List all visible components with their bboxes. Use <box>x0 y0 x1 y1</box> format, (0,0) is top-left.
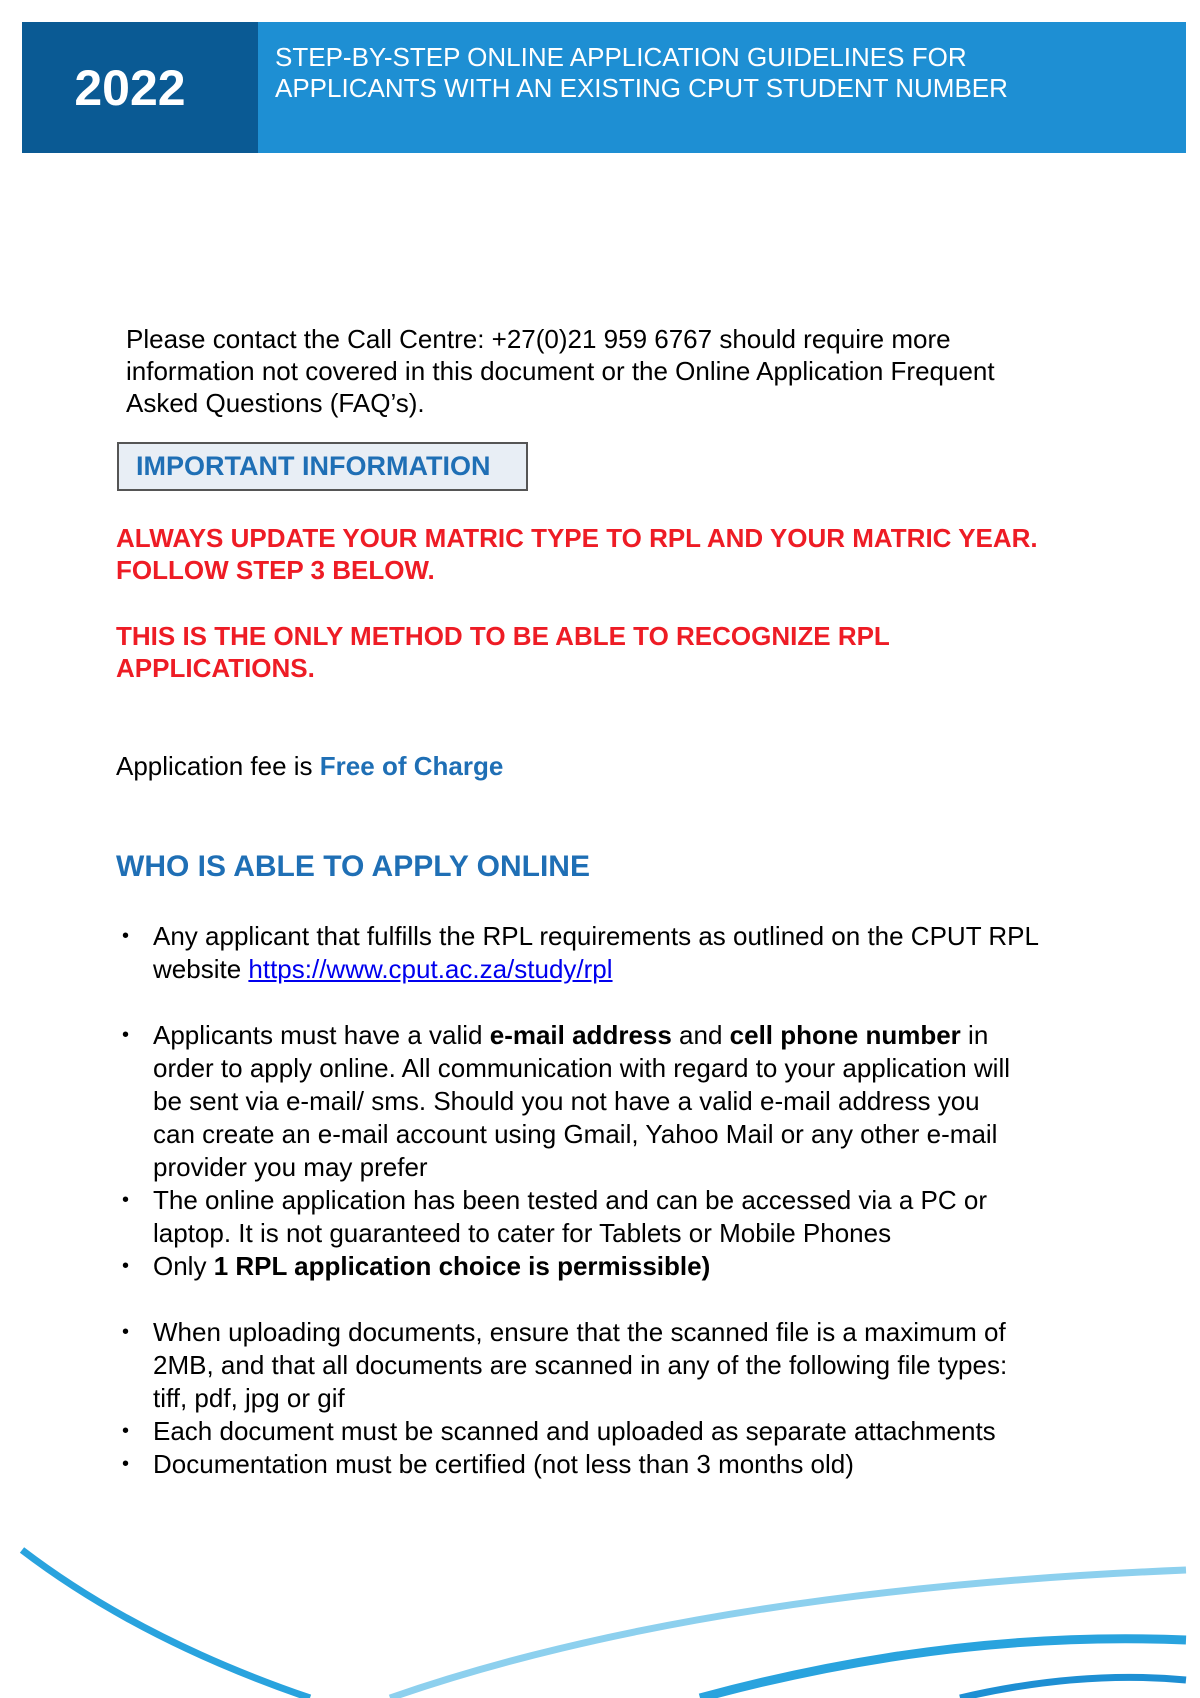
list-item: • Applicants must have a valid e-mail address and cell phone number in order to apply online. All communication with regard to your application will be sent via e-mail/ sms. Should you not have a valid e-mail address you can create an e-mail account using Gmail, Yahoo Mail or any other e-mail provider you may prefer <box>122 1020 1010 1182</box>
contact-line-3: Asked Questions (FAQ’s). <box>126 388 425 418</box>
bullet-icon: • <box>122 1420 130 1442</box>
eligibility-list <box>116 920 1116 1481</box>
bullet-icon: • <box>122 1255 130 1277</box>
header-banner <box>22 22 1186 153</box>
year-label: 2022 <box>22 22 258 153</box>
fee-prefix: Application fee is <box>116 751 320 781</box>
important-information-box: IMPORTANT INFORMATION <box>117 442 528 491</box>
contact-line-2: information not covered in this document or the Online Application Frequent <box>126 356 995 386</box>
bullet-icon: • <box>122 1189 130 1211</box>
bullet-icon: • <box>122 1453 130 1475</box>
list-item: • Documentation must be certified (not less than 3 months old) <box>122 1449 854 1479</box>
warning-line-3: THIS IS THE ONLY METHOD TO BE ABLE TO RECOGNIZE RPL <box>116 621 890 651</box>
warning-line-2: FOLLOW STEP 3 BELOW. <box>116 555 435 585</box>
fee-value: Free of Charge <box>319 751 504 781</box>
contact-line-1: Please contact the Call Centre: +27(0)21 959 6767 should require more <box>126 324 951 354</box>
list-item: • The online application has been tested and can be accessed via a PC or laptop. It is not guaranteed to cater for Tablets or Mobile Phones <box>122 1185 987 1248</box>
bullet-icon: • <box>122 925 130 947</box>
cput-rpl-link[interactable]: https://www.cput.ac.za/study/rpl <box>248 954 613 984</box>
bullet-icon: • <box>122 1024 130 1046</box>
decorative-wave <box>0 1530 1200 1698</box>
document-title <box>258 22 1186 153</box>
title-line-2: APPLICANTS WITH AN EXISTING CPUT STUDENT NUMBER <box>275 73 1008 103</box>
title-line-1: STEP-BY-STEP ONLINE APPLICATION GUIDELINES FOR <box>275 42 967 72</box>
call-centre-paragraph <box>126 323 1126 419</box>
warning-line-4: APPLICATIONS. <box>116 653 315 683</box>
warning-line-1: ALWAYS UPDATE YOUR MATRIC TYPE TO RPL AND YOUR MATRIC YEAR. <box>116 523 1038 553</box>
list-item: • Each document must be scanned and uploaded as separate attachments <box>122 1416 996 1446</box>
bullet-icon: • <box>122 1321 130 1343</box>
application-fee <box>116 750 503 782</box>
list-item: • Only 1 RPL application choice is permissible) <box>122 1251 711 1281</box>
list-item: • When uploading documents, ensure that the scanned file is a maximum of 2MB, and that all documents are scanned in any of the following file types: tiff, pdf, jpg or gif <box>122 1317 1008 1413</box>
list-item: • Any applicant that fulfills the RPL requirements as outlined on the CPUT RPL website https://www.cput.ac.za/study/rpl <box>122 921 1039 984</box>
warning-matric-type <box>116 522 1038 586</box>
section-heading: WHO IS ABLE TO APPLY ONLINE <box>116 850 590 883</box>
warning-rpl-method <box>116 620 890 684</box>
